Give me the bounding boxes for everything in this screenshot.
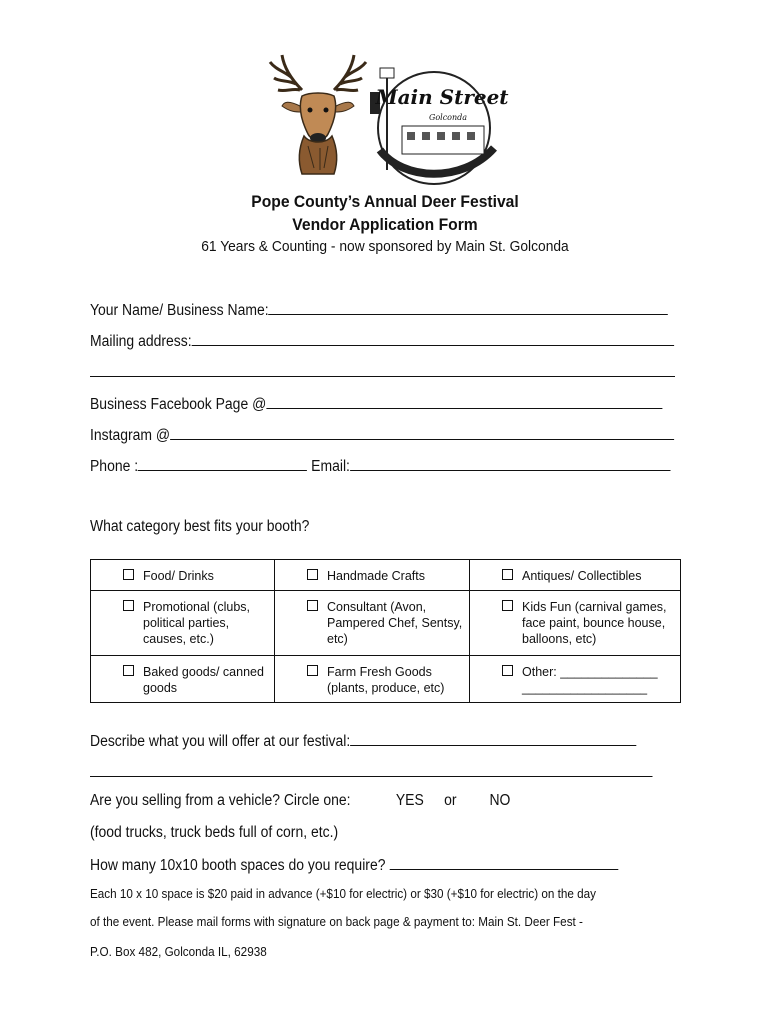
- category-table: [90, 559, 681, 703]
- checkbox[interactable]: [307, 600, 318, 611]
- checkbox[interactable]: [123, 569, 134, 580]
- category-option[interactable]: Food/ Drinks: [91, 560, 274, 590]
- vehicle-row: [90, 792, 510, 810]
- offer-row-2: [90, 762, 653, 782]
- category-question: What category best fits your booth?: [90, 518, 310, 535]
- payment-line-2: of the event. Please mail forms with signature on back page & payment to: Main St. Deer Fest -: [90, 914, 583, 929]
- mailing-address-field-2[interactable]: [90, 362, 675, 377]
- form-subtitle-heading: Vendor Application Form: [292, 215, 478, 234]
- offer-field-2[interactable]: [90, 762, 653, 777]
- booth-count-field[interactable]: [389, 855, 618, 870]
- no-option[interactable]: NO: [489, 792, 511, 809]
- table-row: [91, 656, 681, 703]
- table-row: [91, 591, 681, 656]
- mailing-address-row: [90, 331, 674, 351]
- checkbox[interactable]: [123, 600, 134, 611]
- facebook-field[interactable]: [266, 394, 662, 409]
- instagram-field[interactable]: [170, 425, 674, 440]
- category-option[interactable]: Handmade Crafts: [275, 560, 469, 590]
- svg-text:Main Street: Main Street: [375, 85, 509, 109]
- yes-option[interactable]: YES: [395, 792, 424, 809]
- instagram-row: [90, 425, 674, 445]
- table-row: [91, 560, 681, 591]
- festival-logos: [262, 50, 512, 185]
- checkbox[interactable]: [502, 569, 513, 580]
- checkbox[interactable]: [502, 600, 513, 611]
- or-text: or: [444, 792, 457, 809]
- mailing-address-label: Mailing address:: [90, 333, 192, 350]
- checkbox[interactable]: [307, 665, 318, 676]
- form-tagline: 61 Years & Counting - now sponsored by Main St. Golconda: [201, 238, 569, 255]
- category-option[interactable]: Antiques/ Collectibles: [470, 560, 680, 590]
- mailing-address-row-2: [90, 362, 675, 382]
- category-option[interactable]: Other: ______________ __________________: [470, 656, 680, 702]
- category-option[interactable]: Baked goods/ canned goods: [91, 656, 274, 702]
- checkbox[interactable]: [123, 665, 134, 676]
- checkbox[interactable]: [502, 665, 513, 676]
- payment-line-1: Each 10 x 10 space is $20 paid in advance (+$10 for electric) or $30 (+$10 for electric) on the day: [90, 886, 596, 901]
- facebook-row: [90, 394, 662, 414]
- facebook-label: Business Facebook Page @: [90, 396, 267, 413]
- offer-row: [90, 731, 636, 751]
- phone-field[interactable]: [138, 456, 307, 471]
- email-label: Email:: [311, 458, 350, 475]
- business-name-field[interactable]: [269, 300, 669, 315]
- offer-label: Describe what you will offer at our festival:: [90, 733, 351, 750]
- category-option[interactable]: Kids Fun (carnival games, face paint, bounce house, balloons, etc): [470, 591, 680, 653]
- deer-head-logo: [270, 55, 366, 174]
- business-name-label: Your Name/ Business Name:: [90, 302, 269, 319]
- category-option[interactable]: Farm Fresh Goods (plants, produce, etc): [275, 656, 469, 702]
- offer-field[interactable]: [350, 731, 636, 746]
- main-street-logo: [370, 68, 509, 184]
- booth-row: [90, 855, 618, 875]
- vehicle-question: Are you selling from a vehicle? Circle one:: [90, 792, 351, 809]
- form-title: Pope County’s Annual Deer Festival: [251, 192, 519, 211]
- business-name-row: [90, 300, 668, 320]
- payment-line-3: P.O. Box 482, Golconda IL, 62938: [90, 944, 267, 959]
- email-field[interactable]: [350, 456, 670, 471]
- svg-text:Golconda: Golconda: [428, 113, 468, 122]
- category-option[interactable]: Consultant (Avon, Pampered Chef, Sentsy, etc): [275, 591, 469, 653]
- vehicle-note: (food trucks, truck beds full of corn, etc.): [90, 824, 339, 841]
- phone-email-row: [90, 456, 670, 476]
- checkbox[interactable]: [307, 569, 318, 580]
- instagram-label: Instagram @: [90, 427, 171, 444]
- mailing-address-field[interactable]: [192, 331, 674, 346]
- phone-label: Phone :: [90, 458, 139, 475]
- booth-question: How many 10x10 booth spaces do you require?: [90, 857, 386, 874]
- category-option[interactable]: Promotional (clubs, political parties, causes, etc.): [91, 591, 274, 653]
